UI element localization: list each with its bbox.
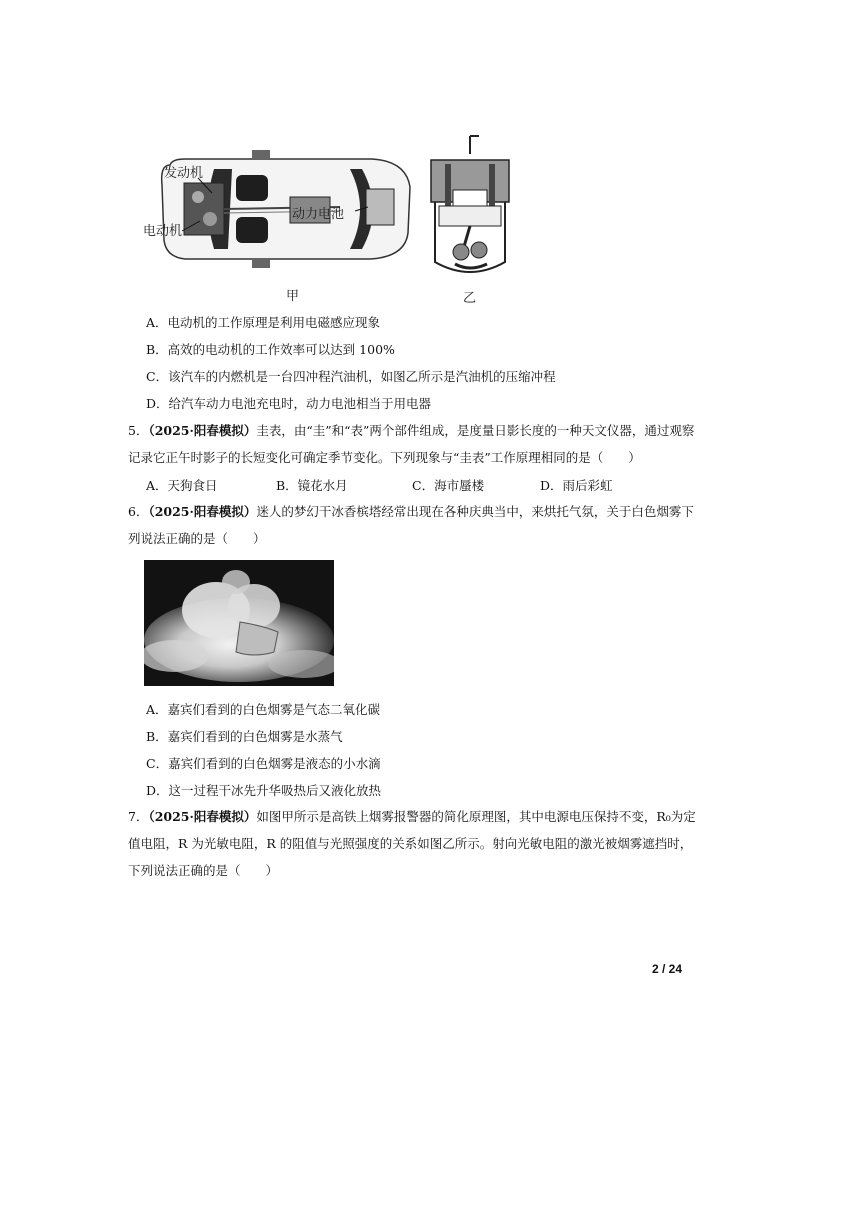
motor-label: 电动机 bbox=[143, 223, 183, 238]
figure-caption-yi: 乙 bbox=[463, 290, 477, 305]
q5-text: 圭表，由“圭”和“表”两个部件组成，是度量日影长度的一种天文仪器，通过观察 bbox=[256, 423, 695, 438]
q6-option-b[interactable]: B．嘉宾们看到的白色烟雾是水蒸气 bbox=[146, 729, 343, 744]
q6-text: 迷人的梦幻干冰香槟塔经常出现在各种庆典当中，来烘托气氛，关于白色烟雾下 bbox=[256, 504, 694, 519]
q7-source: （2025·阳春模拟） bbox=[148, 809, 257, 824]
q5-source: （2025·阳春模拟） bbox=[148, 423, 257, 438]
q4-option-c[interactable]: C．该汽车的内燃机是一台四冲程汽油机，如图乙所示是汽油机的压缩冲程 bbox=[146, 369, 556, 384]
q4-option-a[interactable]: A．电动机的工作原理是利用电磁感应现象 bbox=[146, 315, 381, 330]
q5-options bbox=[146, 476, 666, 494]
battery-label: 动力电池 bbox=[292, 206, 345, 221]
q5-option-b[interactable]: B．镜花水月 bbox=[276, 478, 348, 493]
q5-number: 5． bbox=[128, 423, 149, 438]
q7-stem-line3: 下列说法正确的是（ ） bbox=[128, 863, 279, 878]
q7-number: 7． bbox=[128, 809, 149, 824]
q5-option-c[interactable]: C．海市蜃楼 bbox=[412, 478, 485, 493]
q5-option-d[interactable]: D．雨后彩虹 bbox=[540, 478, 613, 493]
page-number: 2 / 24 bbox=[652, 962, 683, 976]
figure-caption-jia: 甲 bbox=[286, 288, 300, 303]
q7-stem-line2: 值电阻，R 为光敏电阻，R 的阻值与光照强度的关系如图乙所示。射向光敏电阻的激光被烟雾遮挡时， bbox=[128, 836, 693, 851]
q4-option-d[interactable]: D．给汽车动力电池充电时，动力电池相当于用电器 bbox=[146, 396, 432, 411]
q5-stem-line1 bbox=[128, 422, 694, 440]
q6-option-a[interactable]: A．嘉宾们看到的白色烟雾是气态二氧化碳 bbox=[146, 702, 381, 717]
q7-text: 如图甲所示是高铁上烟雾报警器的简化原理图，其中电源电压保持不变，R₀为定 bbox=[256, 809, 696, 824]
q6-number: 6． bbox=[128, 504, 149, 519]
q5-option-a[interactable]: A．天狗食日 bbox=[146, 478, 218, 493]
q6-option-d[interactable]: D．这一过程干冰先升华吸热后又液化放热 bbox=[146, 783, 382, 798]
q5-stem-line2: 记录它正午时影子的长短变化可确定季节变化。下列现象与“圭表”工作原理相同的是（ ） bbox=[128, 450, 641, 465]
q6-stem-line1 bbox=[128, 503, 694, 521]
q6-stem-line2: 列说法正确的是（ ） bbox=[128, 531, 266, 546]
q7-stem-line1 bbox=[128, 808, 696, 826]
q6-option-c[interactable]: C．嘉宾们看到的白色烟雾是液态的小水滴 bbox=[146, 756, 381, 771]
engine-cylinder-diagram bbox=[425, 132, 515, 282]
engine-label: 发动机 bbox=[164, 165, 204, 180]
q6-source: （2025·阳春模拟） bbox=[148, 504, 257, 519]
dry-ice-champagne-photo bbox=[144, 560, 334, 686]
q4-option-b[interactable]: B．高效的电动机的工作效率可以达到 100% bbox=[146, 342, 395, 357]
